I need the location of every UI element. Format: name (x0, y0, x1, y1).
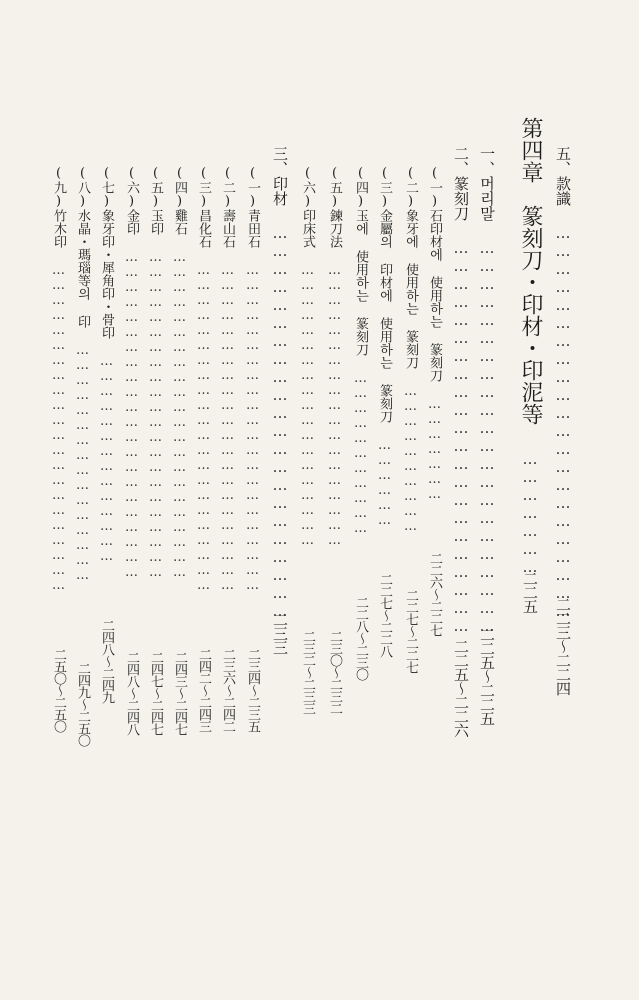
entry-page: 二三三 (271, 612, 289, 654)
entry-page: 二二五〜二二六 (452, 639, 470, 737)
leader-dots: ………………………………………………………… (478, 239, 496, 635)
entry-page: 二二三〜二二四 (554, 597, 572, 695)
leader-dots: ……………… (377, 438, 392, 528)
toc-entry-seal-materials (272, 0, 287, 654)
entry-page: 二四三〜二四七 (172, 651, 187, 735)
entry-page: 二五〇〜二五〇 (51, 648, 66, 732)
entry-title: (一)青田石 (245, 166, 260, 248)
entry-title: (三)金屬의 印材에 使用하는 篆刻刀 (377, 166, 392, 423)
entry-title: (九)竹木印 (51, 166, 66, 248)
entry-title: 三、印材 (271, 146, 289, 206)
leader-dots: ………………………………………………………… (452, 239, 470, 635)
entry-page: 二三四〜二三五 (245, 648, 260, 732)
entry-page: 二四八〜二四八 (124, 651, 139, 735)
entry-title: (六)金印 (124, 166, 139, 235)
leader-dots: ………………………………………………………… (220, 263, 235, 593)
entry-title: 一、머리말 (478, 146, 496, 221)
toc-entry-knife-3 (378, 0, 391, 657)
toc-entry-kuanzhi (555, 0, 570, 695)
leader-dots: ………………………………………………………… (196, 263, 211, 593)
leader-dots: ………………… (427, 397, 442, 502)
leader-dots: ………………………………………………… (327, 263, 342, 548)
chapter-heading: 第四章 篆刻刀・印材・印泥等 (518, 117, 543, 425)
leader-dots: …………………………… (353, 371, 368, 536)
leader-dots: ………………………… (403, 384, 418, 534)
entry-page: 二二六〜二二七 (427, 552, 442, 636)
entry-page: 二三六〜二四二 (220, 648, 235, 732)
leader-dots: ………………………………………………………… (51, 263, 66, 593)
entry-title: 二、篆刻刀 (452, 146, 470, 221)
toc-entry-material-4 (173, 0, 186, 735)
toc-entry-knife-2 (404, 0, 417, 673)
entry-page: 二三二〜二三三 (300, 630, 315, 714)
entry-title: (六)印床式 (300, 166, 315, 248)
leader-dots: ………………………………………… (75, 343, 90, 583)
entry-title: (七)象牙印・犀角印・骨印 (99, 166, 114, 339)
entry-page: 二二八〜二三〇 (353, 596, 368, 680)
entry-page: 二四八〜二四九 (99, 619, 114, 703)
entry-title: (五)鍊刀法 (327, 166, 342, 248)
toc-entry-material-9 (52, 0, 65, 732)
toc-entry-knife-4 (354, 0, 367, 680)
entry-page: 二二五 (521, 571, 539, 613)
entry-page: 二三〇〜二三二 (327, 630, 342, 714)
leader-dots: ………………………………………………………… (554, 224, 572, 620)
leader-dots: ………………………………………………………… (148, 250, 163, 580)
toc-entry-knife-5 (328, 0, 341, 714)
leader-dots: ………………………………………………………… (245, 263, 260, 593)
leader-dots: ………………………………………………… (300, 263, 315, 548)
entry-page: 二二五〜二二五 (478, 627, 496, 725)
entry-page: 二二七〜二二七 (403, 589, 418, 673)
toc-entry-material-5 (149, 0, 162, 735)
toc-entry-material-3 (197, 0, 210, 732)
entry-title: (四)玉에 使用하는 篆刻刀 (353, 166, 368, 356)
leader-dots: ………………………………………………………… (172, 250, 187, 580)
leader-dots: ………………… (521, 450, 539, 576)
entry-page: 二四二〜二四三 (196, 648, 211, 732)
toc-entry-knife-1 (428, 0, 441, 636)
entry-title: (二)象牙에 使用하는 篆刻刀 (403, 166, 418, 369)
toc-entry-knife (453, 0, 468, 737)
entry-title: (八)水晶・瑪瑙等의 印 (75, 166, 90, 328)
entry-page: 二四七〜二四七 (148, 651, 163, 735)
entry-title: (二)壽山石 (220, 166, 235, 248)
toc-entry-material-8 (76, 0, 89, 746)
chapter-title (519, 0, 541, 613)
entry-title: (五)玉印 (148, 166, 163, 235)
toc-entry-intro (479, 0, 494, 725)
leader-dots: ………………………………………………………… (124, 250, 139, 580)
entry-title: (三)昌化石 (196, 166, 211, 248)
toc-entry-material-2 (221, 0, 234, 732)
toc-entry-material-6 (125, 0, 138, 735)
entry-page: 二二七〜二二八 (377, 573, 392, 657)
entry-title: (四)雞石 (172, 166, 187, 235)
entry-title: (一)石印材에 使用하는 篆刻刀 (427, 166, 442, 382)
entry-title: 五、款識 (554, 146, 572, 206)
toc-entry-knife-6 (301, 0, 314, 714)
entry-page: 二四九〜二五〇 (75, 662, 90, 746)
leader-dots: …………………………………… (99, 354, 114, 564)
leader-dots: ………………………………………………………… (271, 224, 289, 620)
toc-entry-material-7 (100, 0, 113, 703)
toc-entry-material-1 (246, 0, 259, 732)
